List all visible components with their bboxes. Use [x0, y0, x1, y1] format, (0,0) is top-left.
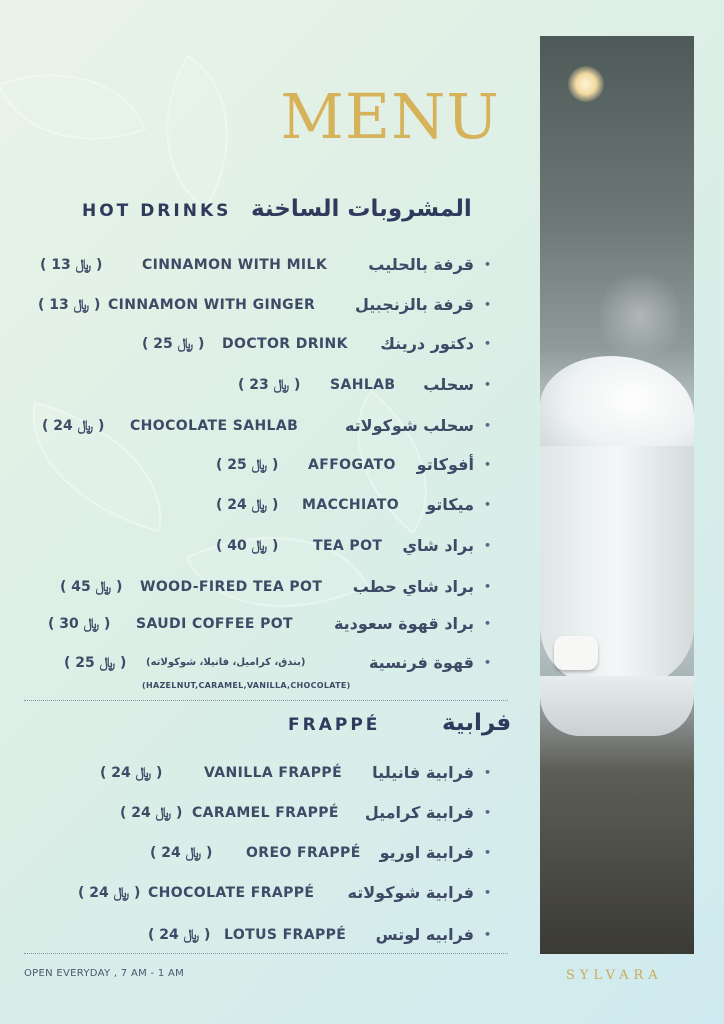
item-price: ( 25 ﷼ ): [216, 457, 279, 473]
item-name-ar: فرابية كراميل: [364, 803, 474, 822]
bullet-icon: •: [484, 498, 492, 511]
item-name-ar: براد شاي حطب: [352, 577, 474, 596]
footer-divider: [24, 953, 508, 954]
item-name-ar: قهوة فرنسية: [368, 653, 474, 672]
bullet-icon: •: [484, 928, 492, 941]
item-flavors-ar: (بندق، كراميل، فانيلا، شوكولاته): [146, 657, 306, 668]
bullet-icon: •: [484, 458, 492, 471]
item-price: ( 30 ﷼ ): [48, 616, 111, 632]
menu-item: [0, 492, 510, 518]
item-name-ar: أفوكاتو: [416, 455, 474, 474]
steam: [600, 266, 680, 366]
item-name-ar: ميكاتو: [426, 495, 474, 514]
menu-item: [0, 574, 510, 600]
item-name-en: DOCTOR DRINK: [222, 336, 348, 352]
bullet-icon: •: [484, 806, 492, 819]
menu-item: [0, 840, 510, 866]
item-name-ar: فرابيه لوتس: [375, 925, 474, 944]
bullet-icon: •: [484, 846, 492, 859]
menu-item: [0, 452, 510, 478]
bullet-icon: •: [484, 258, 492, 271]
menu-item: [0, 880, 510, 906]
bullet-icon: •: [484, 656, 492, 669]
menu-item: [0, 372, 510, 398]
item-name-en: MACCHIATO: [302, 497, 400, 513]
bullet-icon: •: [484, 419, 492, 432]
item-name-en: SAUDI COFFEE POT: [136, 616, 293, 632]
item-price: ( 24 ﷼ ): [150, 845, 213, 861]
hot-drinks-heading-en: HOT DRINKS: [82, 201, 232, 221]
menu-item: [0, 760, 510, 786]
bullet-icon: •: [484, 298, 492, 311]
bokeh-light: [568, 66, 604, 102]
item-price: ( 40 ﷼ ): [216, 538, 279, 554]
item-name-en: CINNAMON WITH MILK: [142, 257, 328, 273]
section-divider: [24, 700, 508, 701]
item-name-ar: فرابية اوريو: [379, 843, 474, 862]
marshmallow: [554, 636, 598, 670]
item-price: ( 25 ﷼ ): [64, 655, 127, 671]
item-price: ( 45 ﷼ ): [60, 579, 123, 595]
item-name-en: CHOCOLATE FRAPPÉ: [148, 885, 315, 901]
item-name-en: WOOD-FIRED TEA POT: [140, 579, 323, 595]
item-price: ( 24 ﷼ ): [148, 927, 211, 943]
item-name-en: CINNAMON WITH GINGER: [108, 297, 316, 313]
menu-item: [0, 292, 510, 318]
item-name-ar: فرابية فانيليا: [372, 763, 474, 782]
item-name-ar: براد شاي: [402, 536, 474, 555]
item-flavors-en: (HAZELNUT,CARAMEL,VANILLA,CHOCOLATE): [142, 681, 351, 690]
menu-item: [0, 413, 510, 439]
hot-drinks-heading: [82, 196, 472, 222]
item-price: ( 13 ﷼ ): [38, 297, 101, 313]
bullet-icon: •: [484, 378, 492, 391]
frappe-heading: [288, 710, 511, 736]
item-name-en: TEA POT: [313, 538, 383, 554]
saucer: [540, 676, 694, 736]
item-price: ( 23 ﷼ ): [238, 377, 301, 393]
item-name-en: SAHLAB: [330, 377, 396, 393]
item-name-en: LOTUS FRAPPÉ: [224, 927, 347, 943]
menu-item: [0, 800, 510, 826]
item-name-ar: قرفة بالزنجبيل: [354, 295, 474, 314]
menu-item: [0, 252, 510, 278]
item-price: ( 24 ﷼ ): [100, 765, 163, 781]
hot-drink-photo: [540, 36, 694, 954]
item-price: ( 24 ﷼ ): [120, 805, 183, 821]
item-price: ( 24 ﷼ ): [78, 885, 141, 901]
item-name-ar: قرفة بالحليب: [368, 255, 474, 274]
item-name-en: CARAMEL FRAPPÉ: [192, 805, 339, 821]
item-name-en: AFFOGATO: [308, 457, 396, 473]
opening-hours: OPEN EVERYDAY , 7 AM - 1 AM: [24, 968, 185, 979]
bullet-icon: •: [484, 337, 492, 350]
menu-item: [0, 331, 510, 357]
item-name-en: CHOCOLATE SAHLAB: [130, 418, 299, 434]
item-price: ( 13 ﷼ ): [40, 257, 103, 273]
brand-logo: SYLVARA: [566, 968, 663, 983]
bullet-icon: •: [484, 539, 492, 552]
menu-title: MENU: [280, 80, 500, 153]
item-name-ar: سحلب: [423, 375, 474, 394]
menu-item: [0, 533, 510, 559]
item-price: ( 25 ﷼ ): [142, 336, 205, 352]
item-name-ar: سحلب شوكولاته: [344, 416, 474, 435]
item-price: ( 24 ﷼ ): [42, 418, 105, 434]
decorative-leaf: [0, 42, 146, 173]
menu-item: [0, 922, 510, 948]
bullet-icon: •: [484, 766, 492, 779]
menu-item: [0, 611, 510, 637]
decorative-leaf: [125, 55, 268, 209]
item-price: ( 24 ﷼ ): [216, 497, 279, 513]
item-name-en: VANILLA FRAPPÉ: [204, 765, 343, 781]
item-name-ar: فرابية شوكولاته: [347, 883, 474, 902]
item-name-ar: دكتور درينك: [380, 334, 474, 353]
item-name-en: OREO FRAPPÉ: [246, 845, 361, 861]
frappe-heading-en: FRAPPÉ: [288, 715, 381, 735]
menu-item-french-coffee: [0, 650, 510, 676]
hot-drinks-heading-ar: المشروبات الساخنة: [250, 196, 472, 222]
bullet-icon: •: [484, 580, 492, 593]
item-name-ar: براد قهوة سعودية: [333, 614, 474, 633]
bullet-icon: •: [484, 886, 492, 899]
bullet-icon: •: [484, 617, 492, 630]
frappe-heading-ar: فرابية: [441, 710, 512, 736]
